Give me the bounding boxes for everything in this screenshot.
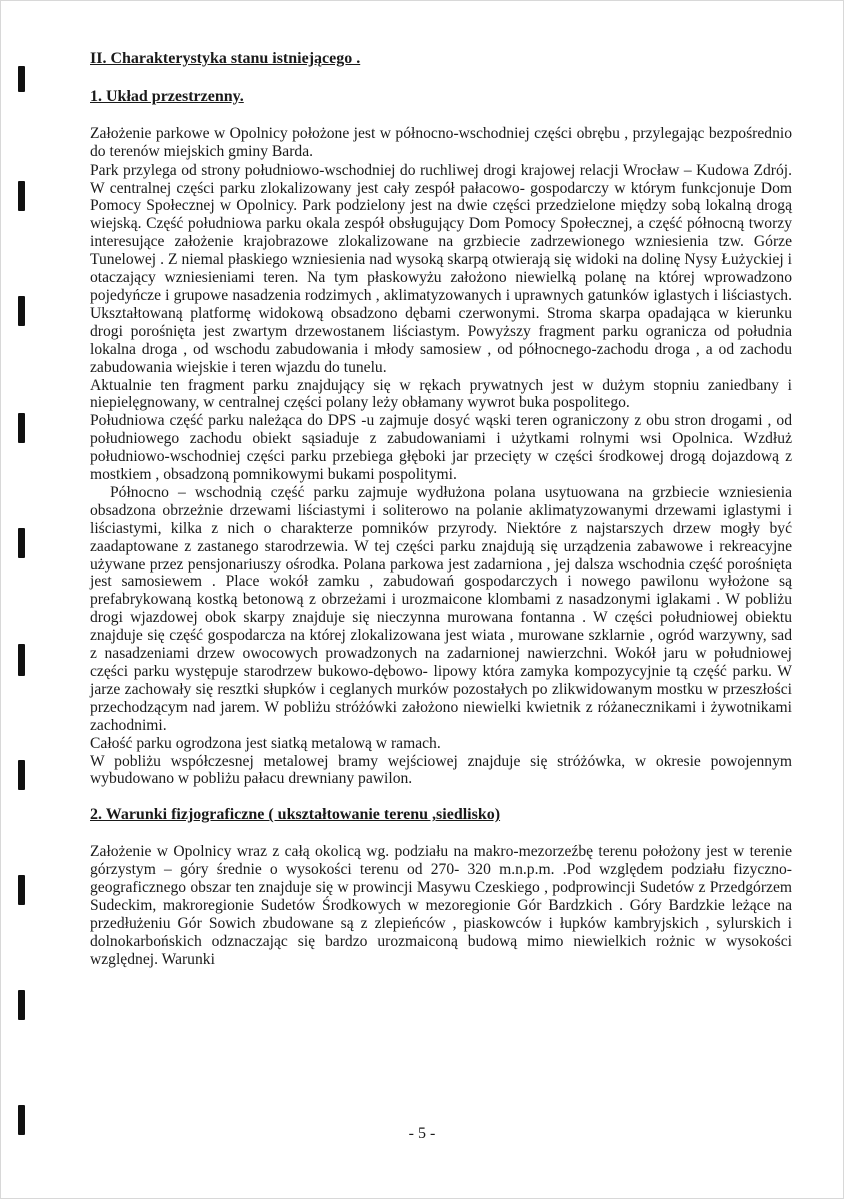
binder-hole-mark xyxy=(18,181,25,211)
paragraph: Założenie w Opolnicy wraz z całą okolicą wg. podziału na makro-mezorzeźbę terenu położony jest w terenie górzystym – góry średnie o wysokości terenu od 270- 320 m.n.p.m. .Pod względem podziału fizyczno-geograficznego obszar ten znajduje się w prowincji Masywu Czeskiego , podprowincji Sudetów z Przedgórzem Sudeckim, makroregionie Sudetów Środkowych w mezoregionie Gór Bardzkich . Góry Bardzkie leżące na przedłużeniu Gór Sowich zbudowane są z zlepieńców , piaskowców i łupków kambryjskich , sylurskich i dolnokarbońskich odznaczając się bardzo urozmaiconą budową mimo niewielkich rożnic w wysokości względnej. Warunki xyxy=(90,843,792,968)
binder-hole-mark xyxy=(18,644,25,676)
paragraph: Założenie parkowe w Opolnicy położone jest w północno-wschodniej części obrębu , przylegając bezpośrednio do terenów miejskich gminy Barda. xyxy=(90,124,792,160)
binder-hole-mark xyxy=(18,528,25,558)
binder-hole-mark xyxy=(18,66,25,92)
paragraph: Park przylega od strony południowo-wschodniej do ruchliwej drogi krajowej relacji Wrocław – Kudowa Zdrój. W centralnej części parku zlokalizowany jest cały zespół pałacowo- gospodarczy w którym funkcjonuje Dom Pomocy Społecznej w Opolnicy. Park podzielony jest na dwie części przedzielone między sobą lokalną drogą wiejską. Część południowa parku okala zespół obsługujący Dom Pomocy Społecznej, a część północną tworzy interesujące założenie krajobrazowe zlokalizowane na grzbiecie zadrzewionego wzniesienia tzw. Górze Tunelowej . Z niemal płaskiego wzniesienia nad wysoką skarpą otwierają się widoki na dolinę Nysy Łużyckiej i otaczający wzniesieniami teren. Na tym płaskowyżu założono niewielką polanę na której wprowadzono pojedyńcze i grupowe nasadzenia rodzimych , aklimatyzowanych i uprawnych gatunków iglastych i liściastych. Ukształtowaną platformę widokową obsadzono dębami czerwonymi. Stroma skarpa opadająca w kierunku drogi porośnięta jest zwartym drzewostanem liściastym. Powyższy fragment parku ogranicza od południa lokalna droga , od wschodu zabudowania i młody samosiew , od północnego-zachodu droga , a od zachodu zabudowania wiejskie i teren wjazdu do tunelu. xyxy=(90,161,792,376)
binder-hole-mark xyxy=(18,990,25,1020)
subsection-2-title: 2. Warunki fizjograficzne ( ukształtowanie terenu ,siedlisko) xyxy=(90,806,501,824)
binder-hole-mark xyxy=(18,413,25,443)
section-title: II. Charakterystyka stanu istniejącego . xyxy=(90,50,361,67)
paragraph: Całość parku ogrodzona jest siatką metalową w ramach. xyxy=(90,734,441,752)
document-body xyxy=(90,50,792,969)
paragraph: Południowa część parku należąca do DPS -u zajmuje dosyć wąski teren ograniczony z obu stron drogami , od południowego zachodu obiekt sąsiaduje z zabudowaniami i użytkami rolnymi wsi Opolnica. Wzdłuż południowo-wschodniej części parku przebiega głęboki jar przecięty w części środkowej drogą dojazdową z mostkiem , obsadzoną pomnikowymi bukami pospolitymi. xyxy=(90,412,792,484)
binder-hole-mark xyxy=(18,875,25,905)
paragraph: Północno – wschodnią część parku zajmuje wydłużona polana usytuowana na grzbiecie wzniesienia obsadzona obrzeżnie drzewami liściastymi i soliterowo na polanie aklimatyzowanymi drzewami iglastymi i liściastymi, kilka z nich o charakterze pomników przyrody. Niektóre z najstarszych drzew mogły być zaadaptowane z zastanego starodrzewia. W tej części parku znajdują się urządzenia zabawowe i rekreacyjne używane przez pensjonariuszy ośrodka. Polana parkowa jest zadarniona , jej dalsza wschodnia część porośnięta jest samosiewem . Place wokół zamku , zabudowań gospodarczych i nowego pawilonu wyłożone są prefabrykowaną kostką betonową z obrzeżami i urozmaicone klombami z nasadzonymi iglakami . W pobliżu drogi wjazdowej obok skarpy znajduje się nieczynna murowana fontanna . W części południowej obiektu znajduje się część gospodarcza na której zlokalizowana jest wiata , murowane szklarnie , ogród warzywny, sad z nasadzeniami drzew owocowych prowadzonych na zadarnionej nawierzchni. Wokół jaru w południowej części parku występuje starodrzew bukowo-dębowo- lipowy która zamyka kompozycyjnie tą część parku. W jarze zachowały się resztki słupków i ceglanych murków pozostałych po zlikwidowanym mostku w przeszłości przechodzącym nad jarem. W pobliżu stróżówki założono niewielki kwietnik z różanecznikami i żywotnikami zachodnimi. xyxy=(90,483,792,734)
subsection-1-title: 1. Układ przestrzenny. xyxy=(90,87,244,105)
paragraph: W pobliżu współczesnej metalowej bramy wejściowej znajduje się stróżówka, w okresie powojennym wybudowano w pobliżu pałacu drewniany pawilon. xyxy=(90,752,792,788)
paragraph: Aktualnie ten fragment parku znajdujący się w rękach prywatnych jest w dużym stopniu zaniedbany i niepielęgnowany, w centralnej części polany leży obłamany wywrot buka pospolitego. xyxy=(90,376,792,412)
binder-hole-mark xyxy=(18,760,25,790)
page-number: - 5 - xyxy=(408,1125,436,1142)
binder-hole-mark xyxy=(18,296,25,326)
